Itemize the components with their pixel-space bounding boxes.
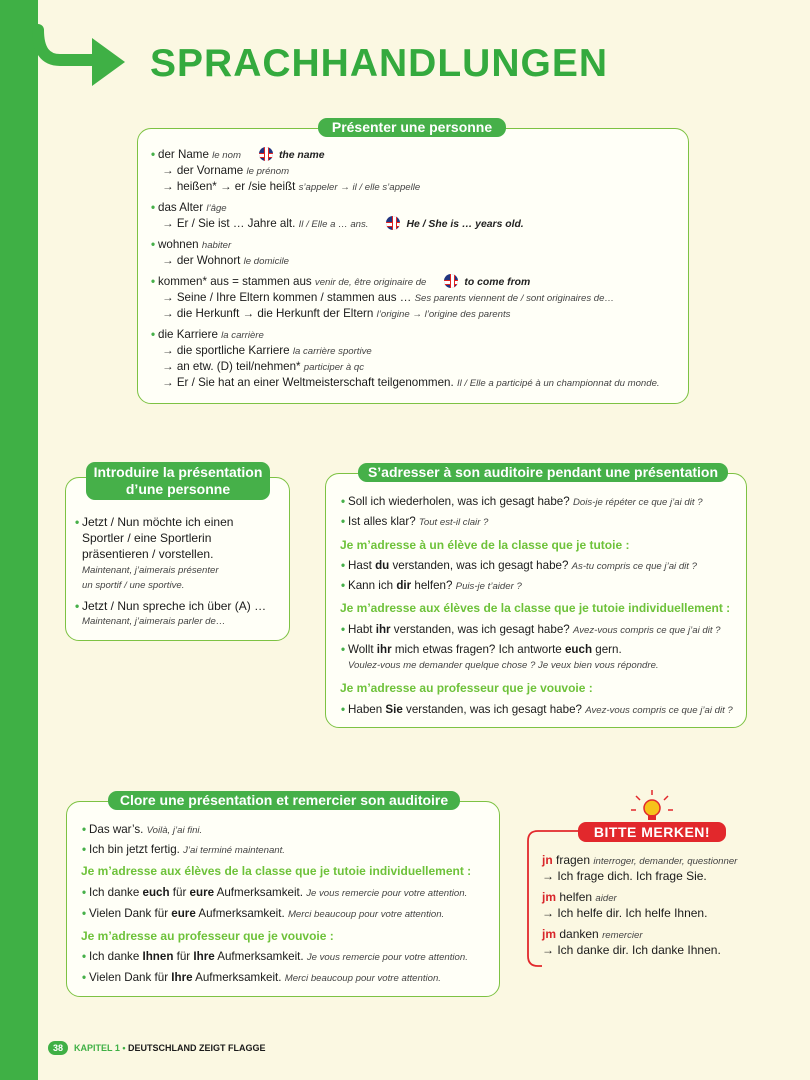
chapter-arrow-icon — [0, 0, 140, 110]
translation: Voulez-vous me demander quelque chose ? Je veux bien vous répondre. — [348, 660, 659, 671]
section-heading: Je m’adresse aux élèves de la classe que je tutoie individuellement : — [81, 864, 472, 878]
translation: un sportif / une sportive. — [82, 580, 185, 591]
list-item: jn fragen interroger, demander, questionner — [542, 853, 738, 867]
list-item: • Wollt ihr mich etwas fragen? Ich antworte euch gern. — [348, 642, 740, 657]
list-item: → Seine / Ihre Eltern kommen / stammen aus … Ses parents viennent de / sont originaires de… — [162, 291, 615, 304]
lightbulb-icon — [631, 790, 673, 820]
list-item: → heißen* → er /sie heißt s’appeler → il / elle s’appelle — [162, 180, 421, 193]
list-item: • Ich bin jetzt fertig. J’ai terminé maintenant. — [89, 842, 493, 858]
chapter-title: DEUTSCHLAND ZEIGT FLAGGE — [128, 1043, 266, 1053]
list-item: jm helfen aider — [542, 890, 617, 904]
list-item: → der Vorname le prénom — [162, 164, 290, 177]
left-green-band — [0, 0, 38, 1080]
list-item: • die Karriere la carrière — [158, 327, 678, 343]
presenter-tab: Présenter une personne — [318, 118, 506, 137]
section-heading: Je m’adresse au professeur que je vouvoie : — [340, 681, 593, 695]
list-item: • Vielen Dank für eure Aufmerksamkeit. Merci beaucoup pour votre attention. — [89, 906, 493, 922]
uk-flag-icon — [259, 147, 273, 161]
list-item-continuation: Sportler / eine Sportlerin — [82, 531, 212, 545]
list-item: → Ich danke dir. Ich danke Ihnen. — [542, 943, 721, 957]
list-item: • Das war’s. Voilà, j’ai fini. — [89, 822, 493, 838]
clore-box — [66, 801, 500, 997]
list-item: jm danken remercier — [542, 927, 643, 941]
bitte-merken-tab: BITTE MERKEN! — [578, 822, 726, 842]
list-item: • Haben Sie verstanden, was ich gesagt habe? Avez-vous compris ce que j’ai dit ? — [348, 702, 740, 718]
page-footer: 38 KAPITEL 1 • DEUTSCHLAND ZEIGT FLAGGE — [48, 1041, 266, 1055]
list-item: • Ich danke euch für eure Aufmerksamkeit. Je vous remercie pour votre attention. — [89, 885, 493, 901]
list-item: → die sportliche Karriere la carrière sportive — [162, 344, 372, 357]
list-item: • Habt ihr verstanden, was ich gesagt habe? Avez-vous compris ce que j’ai dit ? — [348, 622, 740, 638]
page-title: SPRACHHANDLUNGEN — [150, 42, 609, 85]
list-item: • Vielen Dank für Ihre Aufmerksamkeit. Merci beaucoup pour votre attention. — [89, 970, 493, 986]
clore-tab: Clore une présentation et remercier son auditoire — [108, 791, 460, 810]
translation: Maintenant, j’aimerais présenter — [82, 565, 219, 576]
page-number: 38 — [48, 1041, 68, 1055]
list-item: → Er / Sie ist … Jahre alt. Il / Elle a … ans. He / She is … years old. — [162, 217, 524, 230]
list-item: → an etw. (D) teil/nehmen* participer à qc — [162, 360, 365, 373]
auditoire-tab: S’adresser à son auditoire pendant une présentation — [358, 463, 728, 482]
list-item: • der Name le nom the name — [158, 147, 678, 163]
section-heading: Je m’adresse à un élève de la classe que je tutoie : — [340, 538, 630, 552]
list-item: • wohnen habiter — [158, 237, 678, 253]
introduire-box — [65, 477, 290, 641]
list-item: → Er / Sie hat an einer Weltmeisterschaft teilgenommen. Il / Elle a participé à un championnat du monde. — [162, 376, 660, 389]
list-item: • Kann ich dir helfen? Puis-je t’aider ? — [348, 578, 740, 594]
uk-flag-icon — [386, 216, 400, 230]
list-item: → die Herkunft → die Herkunft der Eltern l’origine → l’origine des parents — [162, 307, 511, 320]
list-item: • kommen* aus = stammen aus venir de, être originaire de to come from — [158, 274, 678, 290]
list-item: • Ich danke Ihnen für Ihre Aufmerksamkeit. Je vous remercie pour votre attention. — [89, 949, 493, 965]
introduire-tab: Introduire la présentation d’une personne — [86, 462, 270, 500]
list-item: • Jetzt / Nun möchte ich einen — [82, 514, 283, 530]
list-item: • das Alter l’âge — [158, 200, 678, 216]
list-item: → Ich frage dich. Ich frage Sie. — [542, 869, 707, 883]
section-heading: Je m’adresse aux élèves de la classe que je tutoie individuellement : — [340, 601, 731, 615]
list-item: • Ist alles klar? Tout est-il clair ? — [348, 514, 740, 530]
list-item: → der Wohnort le domicile — [162, 254, 289, 267]
list-item: • Hast du verstanden, was ich gesagt habe? As-tu compris ce que j’ai dit ? — [348, 558, 740, 574]
chapter-label: KAPITEL 1 — [74, 1043, 120, 1053]
auditoire-box — [325, 473, 747, 728]
list-item: → Ich helfe dir. Ich helfe Ihnen. — [542, 906, 708, 920]
list-item: • Jetzt / Nun spreche ich über (A) … — [82, 598, 283, 614]
section-heading: Je m’adresse au professeur que je vouvoie : — [81, 929, 334, 943]
list-item-continuation: präsentieren / vorstellen. — [82, 547, 214, 561]
list-item: • Soll ich wiederholen, was ich gesagt habe? Dois-je répéter ce que j’ai dit ? — [348, 494, 740, 510]
presenter-box — [137, 128, 689, 404]
translation: Maintenant, j’aimerais parler de… — [82, 616, 226, 627]
uk-flag-icon — [444, 274, 458, 288]
